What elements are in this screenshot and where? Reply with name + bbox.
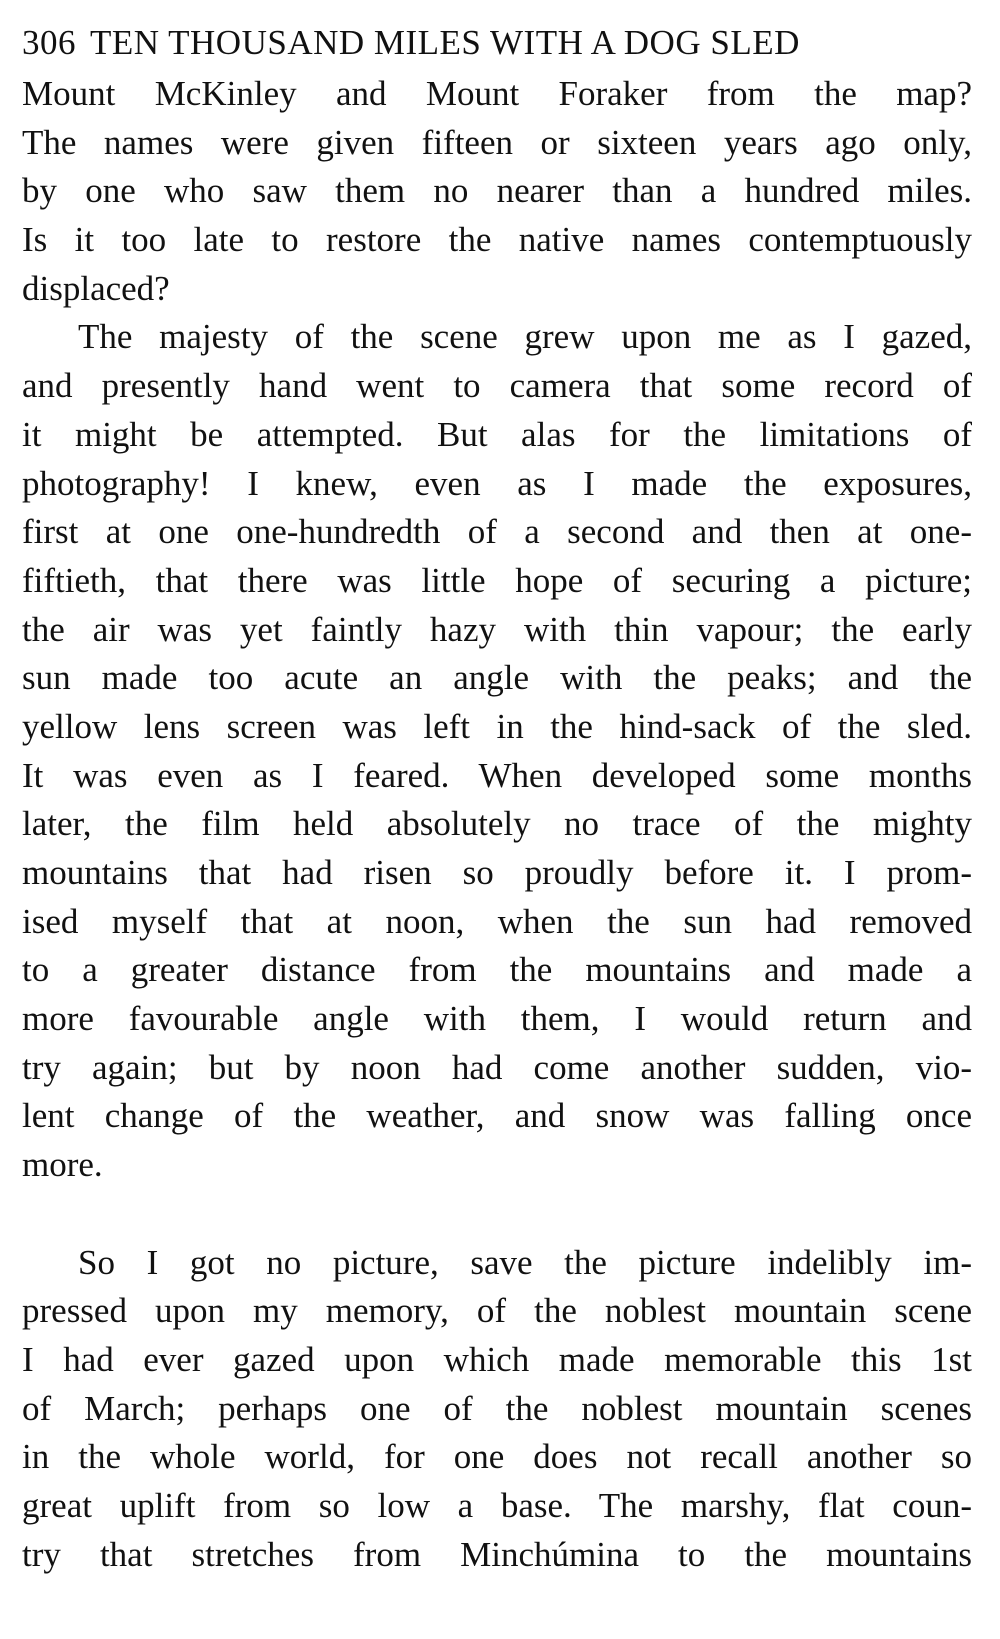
paragraph-3 [22,1239,972,1580]
text-line: more favourable angle with them, I would return and [22,999,972,1039]
text-line: photography! I knew, even as I made the exposures, [22,463,972,503]
running-title: TEN THOUSAND MILES WITH A DOG SLED [90,23,800,62]
text-line: It was even as I feared. When developed some months [22,755,972,795]
text-line: mountains that had risen so proudly before it. I prom- [22,853,972,892]
paragraph-2 [22,313,972,1238]
text-line: The majesty of the scene grew upon me as I gazed, [78,317,972,357]
text-line: by one who saw them no nearer than a hundred miles. [22,171,972,211]
text-line: in the whole world, for one does not recall another so [22,1437,972,1477]
paragraph-1 [22,70,972,313]
text-line: yellow lens screen was left in the hind-sack of the sled. [22,706,972,746]
text-line: first at one one-hundredth of a second and then at one- [22,512,972,552]
text-line: to a greater distance from the mountains and made a [22,950,972,990]
text-line: the air was yet faintly hazy with thin vapour; the early [22,609,972,649]
text-line: I had ever gazed upon which made memorable this 1st [22,1339,972,1379]
text-line: ised myself that at noon, when the sun had removed [22,901,972,941]
page-number: 306 [22,23,76,62]
text-line: of March; perhaps one of the noblest mountain scenes [22,1388,972,1428]
text-line: lent change of the weather, and snow was falling once [22,1096,972,1136]
text-line: displaced? [22,268,170,308]
text-line: So I got no picture, save the picture indelibly im- [78,1242,972,1282]
book-page [22,18,972,1579]
running-head [22,18,972,68]
text-line [22,1190,972,1239]
text-line: later, the film held absolutely no trace of the mighty [22,804,972,844]
text-line: try again; but by noon had come another sudden, vio- [22,1047,972,1087]
text-line: more. [22,1145,103,1185]
text-line: pressed upon my memory, of the noblest mountain scene [22,1291,972,1331]
text-line: fiftieth, that there was little hope of securing a picture; [22,560,972,600]
text-line: Is it too late to restore the native names contemptuously [22,220,972,260]
text-line: sun made too acute an angle with the peaks; and the [22,658,972,698]
text-line: great uplift from so low a base. The marshy, flat coun- [22,1485,972,1525]
text-line: Mount McKinley and Mount Foraker from the map? [22,74,972,113]
text-line: The names were given fifteen or sixteen years ago only, [22,122,972,162]
text-line: try that stretches from Minchúmina to the mountains [22,1534,972,1574]
text-line: it might be attempted. But alas for the limitations of [22,414,972,454]
text-line: and presently hand went to camera that some record of [22,366,972,406]
